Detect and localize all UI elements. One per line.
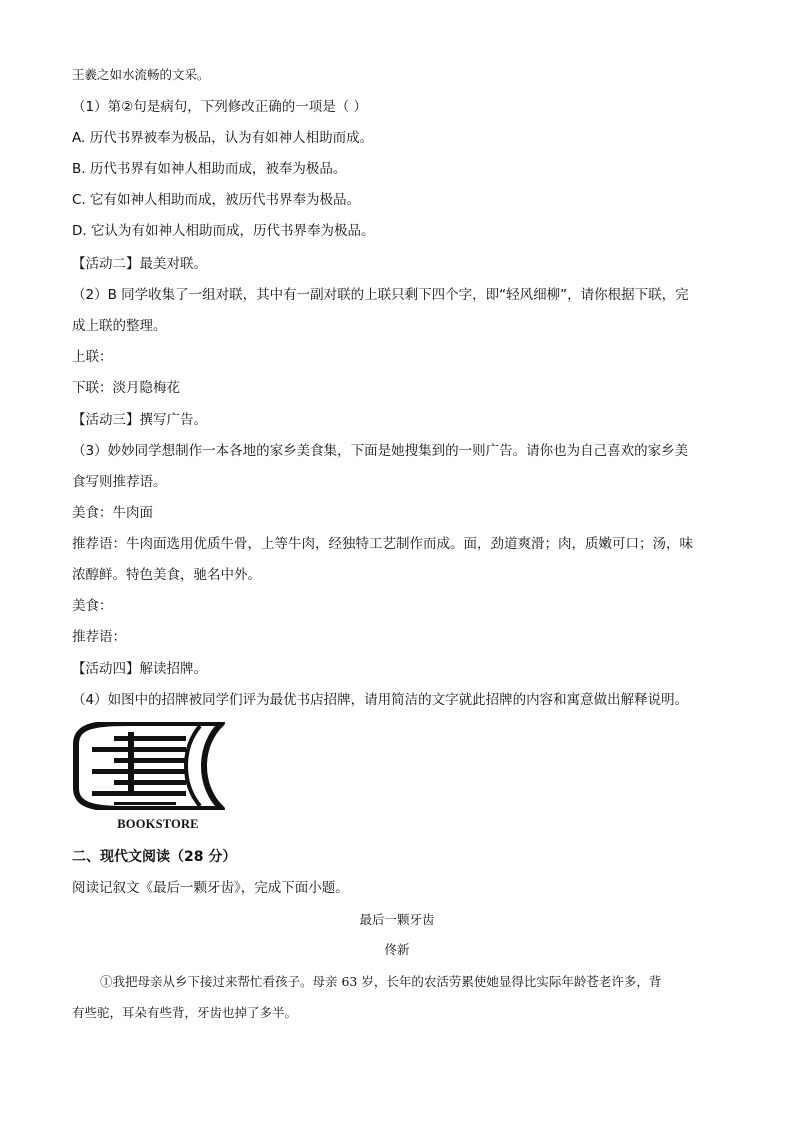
question-1: （1）第②句是病句，下列修改正确的一项是（ ） [72, 99, 367, 115]
question-3-cont: 食写则推荐语。 [72, 474, 167, 490]
article-title: 最后一颗牙齿 [359, 912, 435, 927]
activity-3-heading: 【活动三】撰写广告。 [72, 412, 207, 428]
article-author: 佟新 [384, 942, 410, 957]
article-paragraph-1-cont: 有些驼，耳朵有些背，牙齿也掉了多半。 [72, 1005, 298, 1020]
article-paragraph-1: ①我把母亲从乡下接过来帮忙看孩子。母亲 63 岁，长年的农活劳累使她显得比实际年龄苍老许多，背 [100, 974, 662, 989]
option-d: D. 它认为有如神人相助而成，历代书界奉为极品。 [72, 223, 375, 239]
question-4: （4）如图中的招牌被同学们评为最优书店招牌，请用简洁的文字就此招牌的内容和寓意做出解释说明。 [72, 692, 689, 708]
logo-caption: BOOKSTORE [117, 817, 199, 831]
bookstore-logo-icon [70, 722, 232, 810]
activity-2-heading: 【活动二】最美对联。 [72, 256, 207, 272]
food-example: 美食：牛肉面 [72, 505, 153, 521]
recommendation-example: 推荐语：牛肉面选用优质牛骨，上等牛肉，经独特工艺制作而成。面，劲道爽滑；肉，质嫩可口；汤，味 [72, 536, 693, 552]
recommendation-example-cont: 浓醇鲜。特色美食，驰名中外。 [72, 567, 261, 583]
recommendation-answer-label: 推荐语： [72, 629, 126, 645]
section-heading: 二、现代文阅读（28 分） [72, 849, 237, 865]
food-answer-label: 美食： [72, 598, 113, 614]
activity-4-heading: 【活动四】解读招牌。 [72, 661, 207, 677]
upper-couplet-label: 上联： [72, 349, 113, 365]
reading-instruction: 阅读记叙文《最后一颗牙齿》，完成下面小题。 [72, 880, 349, 896]
option-b: B. 历代书界有如神人相助而成，被奉为极品。 [72, 161, 347, 177]
lower-couplet: 下联：淡月隐梅花 [72, 380, 180, 396]
question-2-cont: 成上联的整理。 [72, 318, 167, 334]
continuation-line: 王羲之如水流畅的文采。 [72, 67, 210, 82]
option-a: A. 历代书界被奉为极品，认为有如神人相助而成。 [72, 130, 374, 146]
option-c: C. 它有如神人相助而成，被历代书界奉为极品。 [72, 192, 361, 208]
question-3: （3）妙妙同学想制作一本各地的家乡美食集，下面是她搜集到的一则广告。请你也为自己喜欢的家乡美 [72, 443, 689, 459]
question-2: （2）B 同学收集了一组对联，其中有一副对联的上联只剩下四个字，即“轻风细柳”，请你根据下联，完 [72, 287, 689, 303]
